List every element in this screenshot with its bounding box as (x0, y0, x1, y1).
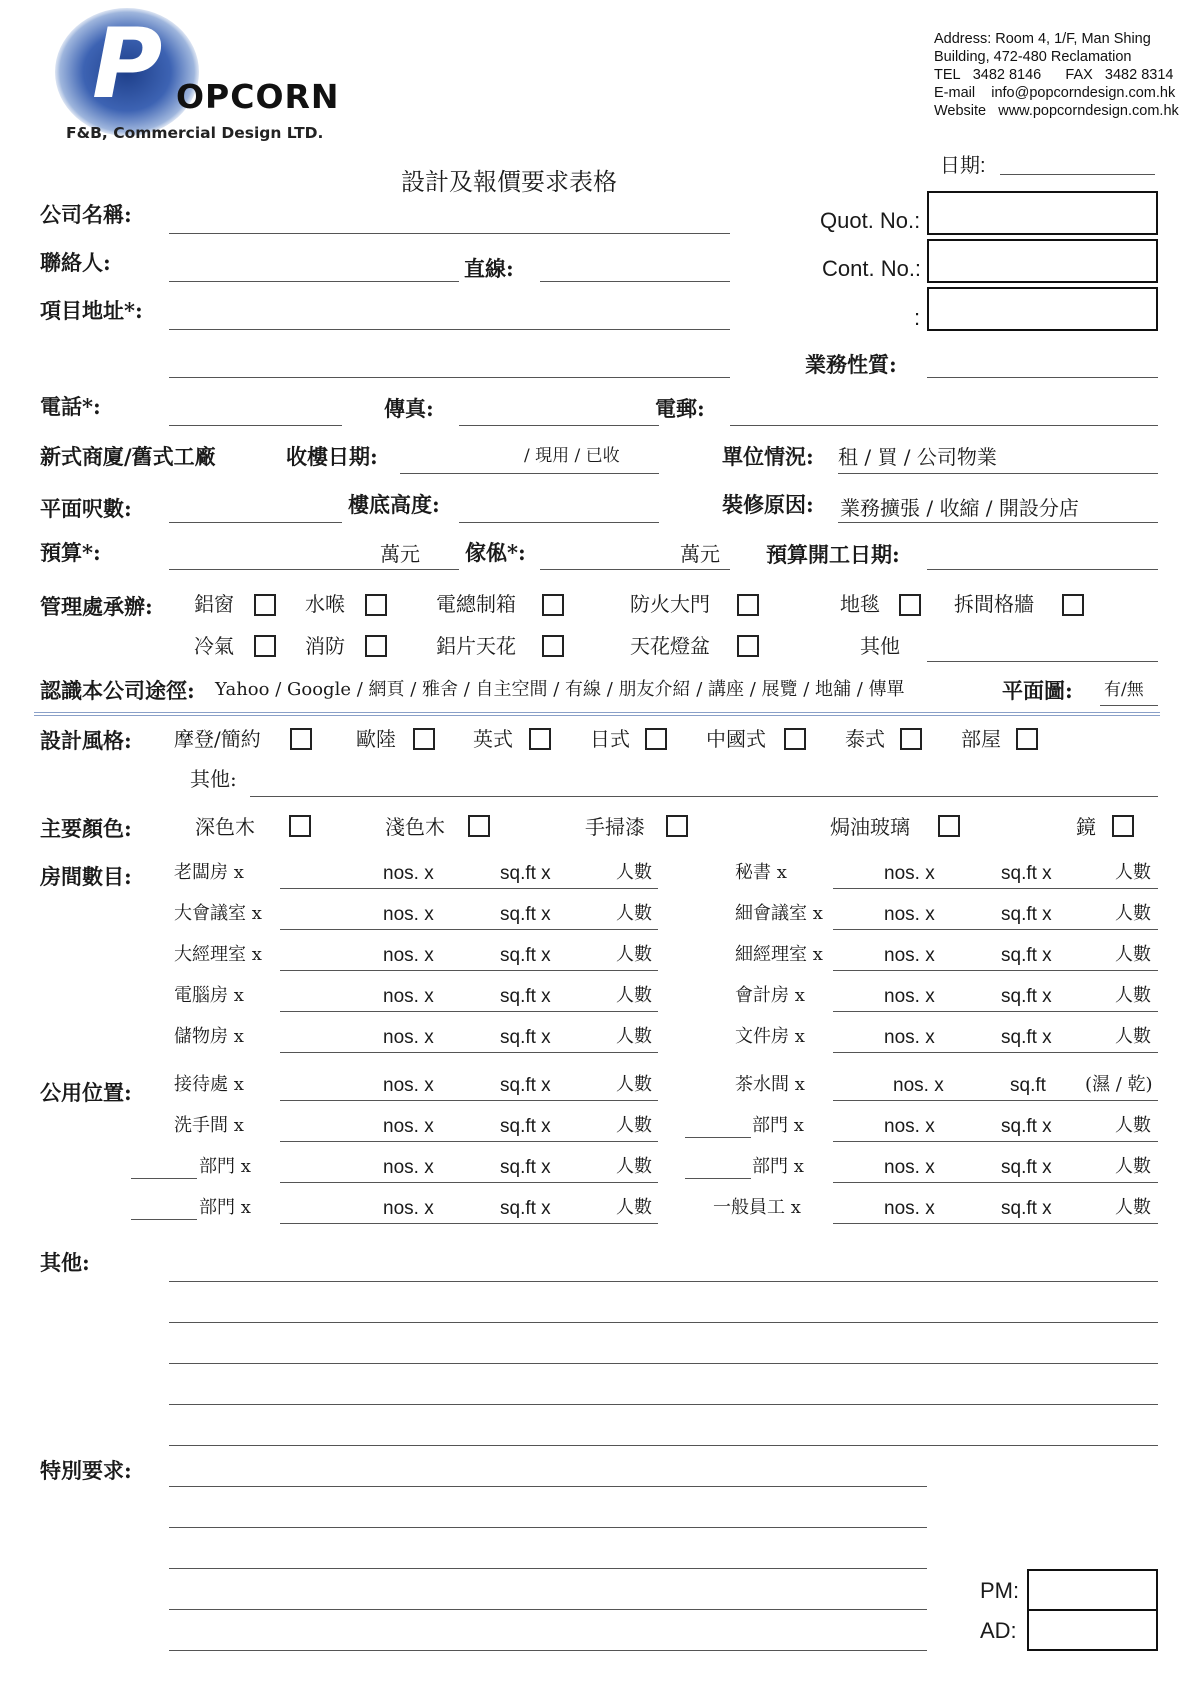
room-right-3-label: 會計房 x (735, 985, 805, 1006)
style-thai-label: 泰式 (845, 727, 885, 751)
style-thai-checkbox[interactable] (900, 728, 922, 750)
room-left-1-people: 人數 (616, 903, 652, 924)
company-name-label: 公司名稱: (40, 202, 132, 227)
special-line-1[interactable] (169, 1486, 927, 1487)
tel-label: TEL (934, 67, 961, 83)
floorplan-label: 平面圖: (1002, 678, 1073, 703)
mgmt-switchboard-label: 電總制箱 (436, 592, 516, 616)
room-left-1-sqft: sq.ft x (500, 904, 551, 925)
business-nature-label: 業務性質: (805, 352, 897, 377)
mgmt-carpet-label: 地毯 (840, 592, 880, 616)
public-right-3-label: 一般員工 x (713, 1197, 801, 1218)
public-right-2-sqft: sq.ft x (1001, 1157, 1052, 1178)
room-right-0-label: 秘書 x (735, 862, 787, 883)
room-right-4-nos: nos. x (884, 1027, 935, 1048)
management-label: 管理處承辦: (40, 594, 153, 619)
colors-label: 主要顏色: (40, 816, 132, 841)
public-right-0-nos: nos. x (893, 1075, 944, 1096)
special-line-2[interactable] (169, 1527, 927, 1528)
pm-label: PM: (980, 1578, 1020, 1603)
fax-field[interactable] (459, 425, 659, 426)
floor-area-label: 平面呎數: (40, 496, 132, 521)
color-mirror-label: 鏡 (1076, 815, 1096, 839)
mgmt-ceiling-panel-label: 鋁片天花 (436, 634, 516, 658)
third-number-field[interactable] (927, 287, 1158, 331)
color-mirror-checkbox[interactable] (1112, 815, 1134, 837)
start-date-field[interactable] (927, 569, 1158, 570)
special-line-4[interactable] (169, 1609, 927, 1610)
style-modern-label: 摩登/簡約 (174, 727, 261, 751)
public-left-2-label: 部門 x (199, 1156, 251, 1177)
public-left-1-sqft: sq.ft x (500, 1116, 551, 1137)
project-address-field-2[interactable] (169, 377, 730, 378)
style-japanese-checkbox[interactable] (645, 728, 667, 750)
room-left-1-label: 大會議室 x (174, 903, 262, 924)
ad-field[interactable] (1027, 1609, 1158, 1651)
handover-date-label: 收樓日期: (286, 444, 378, 469)
public-right-3-field[interactable] (833, 1223, 1158, 1224)
website-value[interactable]: www.popcorndesign.com.hk (998, 103, 1179, 119)
renovation-reason-options[interactable]: 業務擴張 / 收縮 / 開設分店 (840, 496, 1079, 520)
mgmt-other-label: 其他 (860, 634, 900, 658)
public-right-2-nos: nos. x (884, 1157, 935, 1178)
style-modern-checkbox[interactable] (290, 728, 312, 750)
company-name-field[interactable] (169, 233, 730, 234)
others-label: 其他: (40, 1250, 90, 1275)
unit-status-options[interactable]: 租 / 買 / 公司物業 (838, 445, 997, 469)
ceiling-height-field[interactable] (459, 522, 659, 523)
project-address-field-1[interactable] (169, 329, 730, 330)
form-title: 設計及報價要求表格 (401, 168, 617, 196)
color-dark-wood-checkbox[interactable] (289, 815, 311, 837)
public-right-3-people: 人數 (1115, 1197, 1151, 1218)
public-right-0-field[interactable] (833, 1100, 1158, 1101)
fax-value: 3482 8314 (1104, 67, 1174, 83)
style-english-label: 英式 (473, 727, 513, 751)
room-left-3-people: 人數 (616, 985, 652, 1006)
public-left-1-people: 人數 (616, 1115, 652, 1136)
others-line-5[interactable] (169, 1445, 1158, 1446)
third-box-label: : (914, 305, 921, 330)
room-right-2-label: 細經理室 x (735, 944, 823, 965)
room-left-4-nos: nos. x (383, 1027, 434, 1048)
room-left-3-label: 電腦房 x (174, 985, 244, 1006)
mgmt-aircon-checkbox[interactable] (254, 635, 276, 657)
public-left-0-nos: nos. x (383, 1075, 434, 1096)
address-line1: Address: Room 4, 1/F, Man Shing (934, 31, 1151, 47)
building-type-label: 新式商廈/舊式工廠 (40, 444, 216, 469)
public-left-0-field[interactable] (280, 1100, 658, 1101)
email-field[interactable] (730, 425, 1158, 426)
public-right-2-people: 人數 (1115, 1156, 1151, 1177)
room-right-1-label: 細會議室 x (735, 903, 823, 924)
room-left-0-field[interactable] (280, 888, 658, 889)
color-hand-paint-label: 手掃漆 (585, 815, 645, 839)
renovation-reason-label: 裝修原因: (722, 492, 814, 517)
project-address-label: 項目地址*: (40, 298, 143, 323)
room-left-2-field[interactable] (280, 970, 658, 971)
budget-label: 預算*: (40, 540, 101, 565)
public-label: 公用位置: (40, 1080, 132, 1105)
public-right-2-field[interactable] (833, 1182, 1158, 1183)
room-right-0-field[interactable] (833, 888, 1158, 889)
mgmt-plumbing-checkbox[interactable] (365, 594, 387, 616)
contact-label: 聯絡人: (40, 250, 111, 275)
color-light-wood-checkbox[interactable] (468, 815, 490, 837)
room-left-0-sqft: sq.ft x (500, 863, 551, 884)
mgmt-ceiling-panel-checkbox[interactable] (542, 635, 564, 657)
fax-field-label: 傳真: (384, 396, 434, 421)
public-right-1-nos: nos. x (884, 1116, 935, 1137)
special-line-5[interactable] (169, 1650, 927, 1651)
room-left-3-sqft: sq.ft x (500, 986, 551, 1007)
public-left-3-dept-name-field[interactable] (131, 1219, 197, 1220)
style-chinese-checkbox[interactable] (784, 728, 806, 750)
room-left-4-sqft: sq.ft x (500, 1027, 551, 1048)
public-left-2-dept-name-field[interactable] (131, 1178, 197, 1179)
room-left-2-sqft: sq.ft x (500, 945, 551, 966)
mgmt-plumbing-label: 水喉 (305, 592, 345, 616)
public-left-3-nos: nos. x (383, 1198, 434, 1219)
others-line-2[interactable] (169, 1322, 1158, 1323)
email-field-label: 電郵: (655, 396, 705, 421)
public-left-3-sqft: sq.ft x (500, 1198, 551, 1219)
public-left-1-label: 洗手間 x (174, 1115, 244, 1136)
public-right-0-type[interactable]: (濕 / 乾) (1085, 1074, 1153, 1095)
mgmt-partition-label: 拆間格牆 (954, 592, 1034, 616)
furniture-unit: 萬元 (680, 542, 720, 566)
public-left-1-nos: nos. x (383, 1116, 434, 1137)
email-value[interactable]: info@popcorndesign.com.hk (991, 85, 1176, 101)
room-right-3-nos: nos. x (884, 986, 935, 1007)
unit-status-field[interactable] (838, 473, 1158, 474)
room-left-0-nos: nos. x (383, 863, 434, 884)
website-label: Website (934, 103, 987, 119)
contact-field[interactable] (169, 281, 459, 282)
floorplan-options[interactable]: 有/無 (1104, 680, 1144, 700)
budget-field[interactable] (169, 569, 459, 570)
tel-fax-line (934, 66, 1179, 84)
room-left-4-people: 人數 (616, 1026, 652, 1047)
furniture-label: 傢俬*: (465, 540, 526, 565)
room-left-0-people: 人數 (616, 862, 652, 883)
mgmt-fire-services-checkbox[interactable] (365, 635, 387, 657)
quot-no-field[interactable] (927, 191, 1158, 235)
room-right-0-sqft: sq.ft x (1001, 863, 1052, 884)
style-label: 設計風格: (40, 728, 132, 753)
mgmt-ceiling-light-checkbox[interactable] (737, 635, 759, 657)
direct-line-field[interactable] (540, 281, 730, 282)
style-european-checkbox[interactable] (413, 728, 435, 750)
room-left-3-field[interactable] (280, 1011, 658, 1012)
mgmt-partition-checkbox[interactable] (1062, 594, 1084, 616)
room-right-2-sqft: sq.ft x (1001, 945, 1052, 966)
floorplan-field[interactable] (1100, 705, 1158, 706)
room-right-1-field[interactable] (833, 929, 1158, 930)
contact-block (934, 30, 1179, 120)
room-right-1-people: 人數 (1115, 903, 1151, 924)
public-left-2-field[interactable] (280, 1182, 658, 1183)
room-right-1-nos: nos. x (884, 904, 935, 925)
room-right-4-field[interactable] (833, 1052, 1158, 1053)
others-line-1[interactable] (169, 1281, 1158, 1282)
public-right-2-dept-name-field[interactable] (685, 1178, 751, 1179)
website-line (934, 102, 1179, 120)
room-left-2-label: 大經理室 x (174, 944, 262, 965)
mgmt-switchboard-checkbox[interactable] (542, 594, 564, 616)
public-right-1-sqft: sq.ft x (1001, 1116, 1052, 1137)
email-line (934, 84, 1179, 102)
public-right-1-label: 部門 x (752, 1115, 804, 1136)
business-nature-field[interactable] (927, 377, 1158, 378)
style-chinese-label: 中國式 (706, 727, 766, 751)
ad-label: AD: (980, 1618, 1017, 1643)
public-left-0-sqft: sq.ft x (500, 1075, 551, 1096)
public-right-1-people: 人數 (1115, 1115, 1151, 1136)
style-other-label: 其他: (190, 767, 237, 791)
special-label: 特別要求: (40, 1458, 132, 1483)
section-divider (34, 712, 1160, 716)
mgmt-carpet-checkbox[interactable] (899, 594, 921, 616)
fax-label: FAX (1065, 67, 1093, 83)
floor-area-field[interactable] (169, 522, 342, 523)
room-right-0-people: 人數 (1115, 862, 1151, 883)
room-right-2-nos: nos. x (884, 945, 935, 966)
public-left-0-label: 接待處 x (174, 1074, 244, 1095)
room-right-2-field[interactable] (833, 970, 1158, 971)
date-field[interactable] (1000, 174, 1155, 175)
style-japanese-label: 日式 (590, 727, 630, 751)
renovation-reason-field[interactable] (838, 522, 1158, 523)
public-left-1-field[interactable] (280, 1141, 658, 1142)
company-logo (52, 4, 382, 144)
room-right-1-sqft: sq.ft x (1001, 904, 1052, 925)
public-left-2-sqft: sq.ft x (500, 1157, 551, 1178)
company-subtitle: F&B, Commercial Design LTD. (66, 124, 324, 142)
mgmt-aluminium-window-checkbox[interactable] (254, 594, 276, 616)
mgmt-fire-door-checkbox[interactable] (737, 594, 759, 616)
address-line2: Building, 472-480 Reclamation (934, 49, 1132, 65)
public-right-1-dept-name-field[interactable] (685, 1137, 751, 1138)
style-european-label: 歐陸 (356, 727, 396, 751)
room-left-1-field[interactable] (280, 929, 658, 930)
public-right-3-sqft: sq.ft x (1001, 1198, 1052, 1219)
color-dark-wood-label: 深色木 (195, 815, 255, 839)
room-right-4-people: 人數 (1115, 1026, 1151, 1047)
quot-label: Quot. No.: (820, 208, 921, 233)
room-left-1-nos: nos. x (383, 904, 434, 925)
others-line-4[interactable] (169, 1404, 1158, 1405)
public-left-3-people: 人數 (616, 1197, 652, 1218)
budget-unit: 萬元 (380, 542, 420, 566)
phone-label: 電話*: (40, 394, 101, 419)
room-right-3-people: 人數 (1115, 985, 1151, 1006)
color-hand-paint-checkbox[interactable] (666, 815, 688, 837)
room-left-3-nos: nos. x (383, 986, 434, 1007)
handover-options[interactable]: / 現用 / 已收 (524, 446, 620, 466)
handover-date-field[interactable] (400, 473, 659, 474)
public-right-0-label: 茶水間 x (735, 1074, 805, 1095)
rooms-label: 房間數目: (40, 864, 132, 889)
room-left-0-label: 老闆房 x (174, 862, 244, 883)
date-label: 日期: (940, 155, 986, 177)
source-label: 認識本公司途徑: (40, 678, 195, 703)
furniture-field[interactable] (540, 569, 730, 570)
public-left-3-label: 部門 x (199, 1197, 251, 1218)
others-line-3[interactable] (169, 1363, 1158, 1364)
mgmt-other-field[interactable] (927, 661, 1158, 662)
room-left-4-label: 儲物房 x (174, 1026, 244, 1047)
email-label: E-mail (934, 85, 976, 101)
room-right-0-nos: nos. x (884, 863, 935, 884)
room-right-3-sqft: sq.ft x (1001, 986, 1052, 1007)
mgmt-aircon-label: 冷氣 (194, 634, 234, 658)
pm-field[interactable] (1027, 1569, 1158, 1611)
public-left-2-nos: nos. x (383, 1157, 434, 1178)
mgmt-aluminium-window-label: 鋁窗 (194, 592, 234, 616)
color-glass-checkbox[interactable] (938, 815, 960, 837)
logo-letter: P (92, 8, 163, 120)
direct-line-label: 直線: (464, 256, 514, 281)
public-right-2-label: 部門 x (752, 1156, 804, 1177)
room-left-4-field[interactable] (280, 1052, 658, 1053)
logo-word: OPCORN (176, 77, 340, 116)
style-other-field[interactable] (250, 796, 1158, 797)
cont-label: Cont. No.: (822, 256, 922, 281)
room-left-2-people: 人數 (616, 944, 652, 965)
room-right-3-field[interactable] (833, 1011, 1158, 1012)
unit-status-label: 單位情況: (722, 444, 814, 469)
room-right-4-label: 文件房 x (735, 1026, 805, 1047)
room-left-2-nos: nos. x (383, 945, 434, 966)
public-right-3-nos: nos. x (884, 1198, 935, 1219)
phone-field[interactable] (169, 425, 342, 426)
color-light-wood-label: 淺色木 (385, 815, 445, 839)
mgmt-ceiling-light-label: 天花燈盆 (630, 634, 710, 658)
public-left-2-people: 人數 (616, 1156, 652, 1177)
public-right-0-sqft: sq.ft (1010, 1075, 1046, 1096)
mgmt-fire-door-label: 防火大門 (630, 592, 710, 616)
mgmt-fire-services-label: 消防 (305, 634, 345, 658)
style-house-checkbox[interactable] (1016, 728, 1038, 750)
room-right-4-sqft: sq.ft x (1001, 1027, 1052, 1048)
public-left-0-people: 人數 (616, 1074, 652, 1095)
style-english-checkbox[interactable] (529, 728, 551, 750)
tel-value: 3482 8146 (972, 67, 1042, 83)
public-right-1-field[interactable] (833, 1141, 1158, 1142)
source-options[interactable]: Yahoo / Google / 網頁 / 雅舍 / 自主空間 / 有線 / 朋友介紹 / 講座 / 展覽 / 地舖 / 傳單 (215, 679, 905, 700)
cont-no-field[interactable] (927, 239, 1158, 283)
public-left-3-field[interactable] (280, 1223, 658, 1224)
color-glass-label: 焗油玻璃 (830, 815, 910, 839)
start-date-label: 預算開工日期: (766, 542, 900, 567)
special-line-3[interactable] (169, 1568, 927, 1569)
room-right-2-people: 人數 (1115, 944, 1151, 965)
ceiling-height-label: 樓底高度: (348, 492, 440, 517)
style-house-label: 部屋 (961, 727, 1001, 751)
